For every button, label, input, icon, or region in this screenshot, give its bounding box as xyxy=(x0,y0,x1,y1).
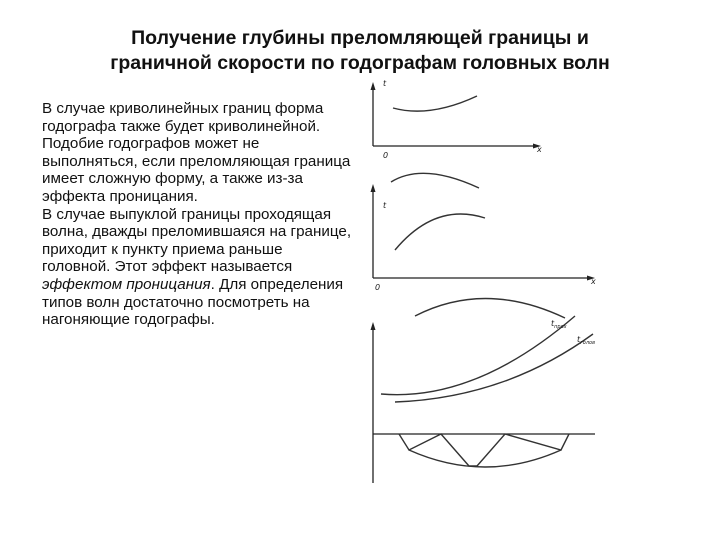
paragraph-3-end: . Для определения типов волн достаточно посмотреть на нагоняющие годографы. xyxy=(42,275,344,329)
panel-1-origin-label: 0 xyxy=(383,151,389,160)
panel-1-boundary-curve xyxy=(391,173,479,188)
traveltime-figure xyxy=(365,78,605,488)
body-text xyxy=(42,100,352,329)
title-line-1: Получение глубины преломляющей границы и xyxy=(131,27,589,49)
paragraph-1: В случае криволинейных границ форма годографа также будет криволинейной. xyxy=(42,100,324,135)
panel-1-time-arrow xyxy=(371,82,376,90)
panel-1 xyxy=(371,79,543,188)
panel-3-ray-paths xyxy=(399,434,569,466)
panel-3-head-wave-label xyxy=(577,335,595,346)
penetration-effect-term: эффектом проницания xyxy=(42,275,211,293)
panel-1-x-label: x xyxy=(537,145,542,154)
panel-2-origin-label: 0 xyxy=(375,283,381,292)
panel-1-traveltime-curve xyxy=(393,96,477,111)
panel-2-traveltime-curve xyxy=(395,214,485,250)
title-line-2: граничной скорости по годографам головных волн xyxy=(110,52,610,74)
transmitted-sub: прох xyxy=(554,324,567,330)
panel-2-x-label: x xyxy=(591,277,596,286)
panel-3-transmitted-label xyxy=(551,319,567,330)
panel-3-time-arrow xyxy=(371,322,376,330)
transmitted-t: t xyxy=(551,319,555,328)
paragraph-3 xyxy=(42,206,352,329)
panel-3-head-wave-curve xyxy=(395,334,596,402)
panel-2-t-label: t xyxy=(383,201,387,210)
slide-title xyxy=(40,26,680,76)
panel-2 xyxy=(371,184,597,318)
panel-1-t-label: t xyxy=(383,79,387,88)
head-wave-sub: голов xyxy=(580,340,596,346)
head-wave-t: t xyxy=(577,335,581,344)
panel-3-transmitted-curve xyxy=(381,316,575,395)
paragraph-3-start: В случае выпуклой границы проходящая волна, дважды преломившаяся на границе, приходит к пункту приема раньше головной. Этот эффект называется xyxy=(42,205,352,276)
panel-2-boundary-curve xyxy=(415,298,565,318)
paragraph-2: Подобие годографов может не выполняться, если преломляющая граница имеет сложную форму, а также из-за эффекта проницания. xyxy=(42,135,351,205)
panel-3 xyxy=(371,316,596,483)
panel-2-time-arrow xyxy=(371,184,376,192)
panel-3-convex-boundary xyxy=(409,450,561,467)
